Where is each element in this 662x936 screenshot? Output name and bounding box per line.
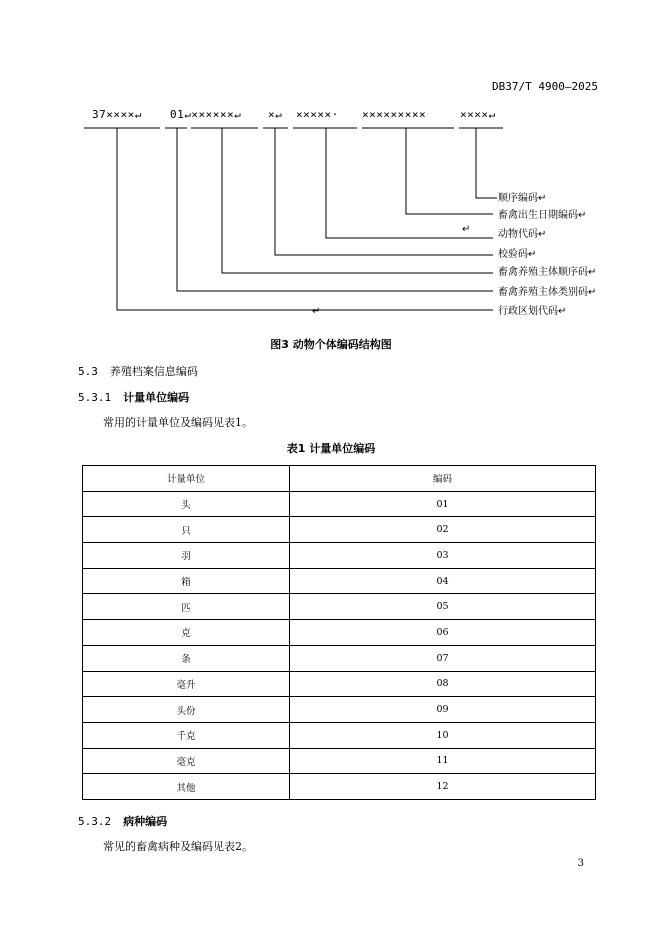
cell-unit: 头 xyxy=(83,491,290,517)
code-segment-check: ×↵ xyxy=(268,108,283,121)
section-title: 病种编码 xyxy=(123,815,168,828)
table-row xyxy=(83,568,596,594)
leader-lines xyxy=(117,128,497,310)
section-number: 5.3.2 xyxy=(78,815,112,828)
cell-code: 02 xyxy=(290,517,596,543)
cell-code: 09 xyxy=(290,697,596,723)
label-region-code: 行政区划代码↵ xyxy=(498,306,567,317)
table-row xyxy=(83,620,596,646)
section-number: 5.3 xyxy=(78,365,98,378)
code-segment-farm: 01↵××××××↵ xyxy=(170,108,242,121)
section-title: 计量单位编码 xyxy=(123,391,190,404)
cell-unit: 千克 xyxy=(83,722,290,748)
cell-code: 10 xyxy=(290,722,596,748)
cell-code: 07 xyxy=(290,645,596,671)
label-animal-code: 动物代码↵ xyxy=(498,229,547,240)
cell-unit: 其他 xyxy=(83,774,290,800)
cell-code: 12 xyxy=(290,774,596,800)
table-row xyxy=(83,517,596,543)
table-row xyxy=(83,748,596,774)
table-row xyxy=(83,697,596,723)
page-number: 3 xyxy=(577,858,584,869)
cell-unit: 毫升 xyxy=(83,671,290,697)
code-segment-region: 37××××↵ xyxy=(92,108,142,121)
header-unit: 计量单位 xyxy=(83,466,290,492)
cell-code: 03 xyxy=(290,543,596,569)
table-row xyxy=(83,671,596,697)
code-segment-sequence: ××××↵ xyxy=(460,108,496,121)
cell-unit: 箱 xyxy=(83,568,290,594)
cell-code: 04 xyxy=(290,568,596,594)
cell-code: 01 xyxy=(290,491,596,517)
cell-code: 05 xyxy=(290,594,596,620)
stray-mark: ↵ xyxy=(312,306,321,317)
section-5-3-1-text: 常用的计量单位及编码见表1。 xyxy=(103,416,253,429)
label-sequence-code: 顺序编码↵ xyxy=(498,193,547,204)
cell-code: 06 xyxy=(290,620,596,646)
section-5-3-1-heading xyxy=(78,389,189,405)
table-row xyxy=(83,491,596,517)
label-farm-sequence-code: 畜禽养殖主体顺序码↵ xyxy=(498,267,597,278)
cell-unit: 只 xyxy=(83,517,290,543)
cell-code: 11 xyxy=(290,748,596,774)
label-farm-category-code: 畜禽养殖主体类别码↵ xyxy=(498,287,597,298)
cell-unit: 头份 xyxy=(83,697,290,723)
section-5-3-heading xyxy=(78,363,198,379)
table-row xyxy=(83,722,596,748)
cell-unit: 羽 xyxy=(83,543,290,569)
cell-unit: 条 xyxy=(83,645,290,671)
label-birthdate-code: 畜禽出生日期编码↵ xyxy=(498,210,587,221)
table-row xyxy=(83,774,596,800)
figure-3-code-structure-diagram xyxy=(0,0,662,340)
table-row xyxy=(83,543,596,569)
label-check-code: 校验码↵ xyxy=(498,249,537,260)
header-code: 编码 xyxy=(290,466,596,492)
document-id: DB37/T 4900—2025 xyxy=(492,80,598,93)
table-row xyxy=(83,645,596,671)
cell-unit: 毫克 xyxy=(83,748,290,774)
code-segment-birthdate: ××××××××× xyxy=(362,108,427,121)
table-1-caption: 表1 计量单位编码 xyxy=(286,442,376,455)
cell-unit: 克 xyxy=(83,620,290,646)
section-number: 5.3.1 xyxy=(78,391,112,404)
cell-code: 08 xyxy=(290,671,596,697)
cell-unit: 匹 xyxy=(83,594,290,620)
section-title: 养殖档案信息编码 xyxy=(109,365,198,378)
stray-mark: ↵ xyxy=(462,224,471,235)
table-1-measurement-units xyxy=(82,465,596,800)
figure-3-caption: 图3 动物个体编码结构图 xyxy=(270,338,392,351)
code-segment-animal: ×××××· xyxy=(296,108,339,121)
section-5-3-2-heading xyxy=(78,813,167,829)
table-header-row xyxy=(83,466,596,492)
section-5-3-2-text: 常见的畜禽病种及编码见表2。 xyxy=(103,840,253,853)
table-row xyxy=(83,594,596,620)
